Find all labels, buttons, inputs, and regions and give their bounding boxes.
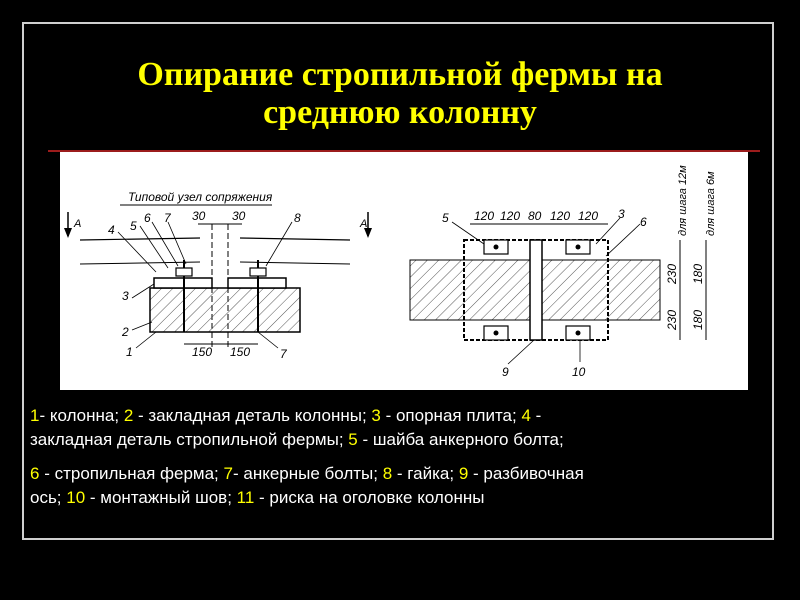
label-10: 10 [572, 365, 586, 379]
legend-text: - стропильная ферма; [39, 464, 224, 483]
legend-line-3 [30, 462, 770, 486]
legend-text: - опорная плита; [380, 406, 522, 425]
legend-text: - анкерные болты; [232, 464, 383, 483]
label-9: 9 [502, 365, 509, 379]
legend-text: - гайка; [392, 464, 459, 483]
figure-caption: Типовой узел сопряжения [128, 190, 273, 204]
label-1: 1 [126, 345, 133, 359]
technical-drawing [60, 152, 748, 390]
label-6-left: 6 [144, 211, 151, 225]
legend-text: - колонна; [39, 406, 124, 425]
truss-chord-left [80, 238, 200, 240]
legend-num: 10 [66, 488, 86, 507]
section-letter-right: А [360, 218, 368, 230]
section-mark-left [64, 212, 81, 238]
nut-left [176, 268, 192, 276]
dim-bottom-left: 150 [192, 345, 213, 359]
truss-chord-left-lower [80, 262, 200, 264]
label-8: 8 [294, 211, 301, 225]
legend-line-2 [30, 428, 770, 452]
dim-plan-1: 120 [474, 209, 495, 223]
legend-num: 1 [30, 406, 40, 425]
title-line-1: Опирание стропильной фермы на [137, 56, 663, 93]
legend-text: - шайба анкерного болта; [357, 430, 564, 449]
dim-top-left: 30 [192, 209, 206, 223]
dim-plan-3: 80 [528, 209, 542, 223]
legend-text: - закладная деталь колонны; [133, 406, 372, 425]
label-4: 4 [108, 223, 115, 237]
truss-chord-right-lower [240, 262, 350, 264]
column-block [150, 288, 300, 332]
legend-num: 2 [123, 406, 134, 425]
legend-text: закладная деталь стропильной фермы; [30, 430, 349, 449]
label-5-right: 5 [442, 211, 449, 225]
dim-top-right: 30 [232, 209, 246, 223]
legend-num: 7 [223, 464, 233, 483]
side-note-12m: для шага 12м [677, 165, 689, 236]
legend-block-1 [30, 404, 770, 452]
legend-text: - [530, 406, 542, 425]
legend-line-1 [30, 404, 770, 428]
dim-vert-1: 230 [665, 263, 679, 284]
legend-num: 6 [30, 464, 40, 483]
nut-right [250, 268, 266, 276]
side-note-6m: для шага 6м [705, 171, 717, 236]
legend-text: - риска на оголовке колонны [254, 488, 485, 507]
dim-bottom-right: 150 [230, 345, 251, 359]
dim-plan-4: 120 [550, 209, 571, 223]
legend-block-2 [30, 462, 770, 510]
dim-plan-5: 120 [578, 209, 599, 223]
legend-num: 8 [382, 464, 393, 483]
label-7-bottom: 7 [280, 347, 287, 361]
centre-gap [530, 240, 542, 340]
legend-num: 5 [348, 430, 358, 449]
legend-num: 3 [371, 406, 381, 425]
section-letter-left: А [74, 218, 82, 230]
dim-vert-2: 180 [691, 263, 705, 284]
dim-plan-2: 120 [500, 209, 521, 223]
dim-vert-3: 230 [665, 309, 679, 330]
legend-num: 4 [521, 406, 531, 425]
label-7-top: 7 [164, 211, 171, 225]
section-mark-right [359, 212, 372, 238]
label-3-left: 3 [122, 289, 129, 303]
slide-title [30, 56, 770, 132]
label-3-right: 3 [618, 207, 625, 221]
legend-text: - монтажный шов; [85, 488, 237, 507]
legend-text: ось; [30, 488, 67, 507]
label-6-right: 6 [640, 215, 647, 229]
label-2: 2 [122, 325, 129, 339]
legend-text: - разбивочная [468, 464, 584, 483]
truss-chord-right [240, 238, 350, 240]
drawing-svg [60, 152, 748, 390]
legend-num: 9 [458, 464, 469, 483]
legend-num: 11 [236, 488, 255, 507]
legend-line-4 [30, 486, 770, 510]
dim-vert-4: 180 [691, 309, 705, 330]
title-line-2: среднюю колонну [263, 94, 537, 131]
label-5-left: 5 [130, 219, 137, 233]
